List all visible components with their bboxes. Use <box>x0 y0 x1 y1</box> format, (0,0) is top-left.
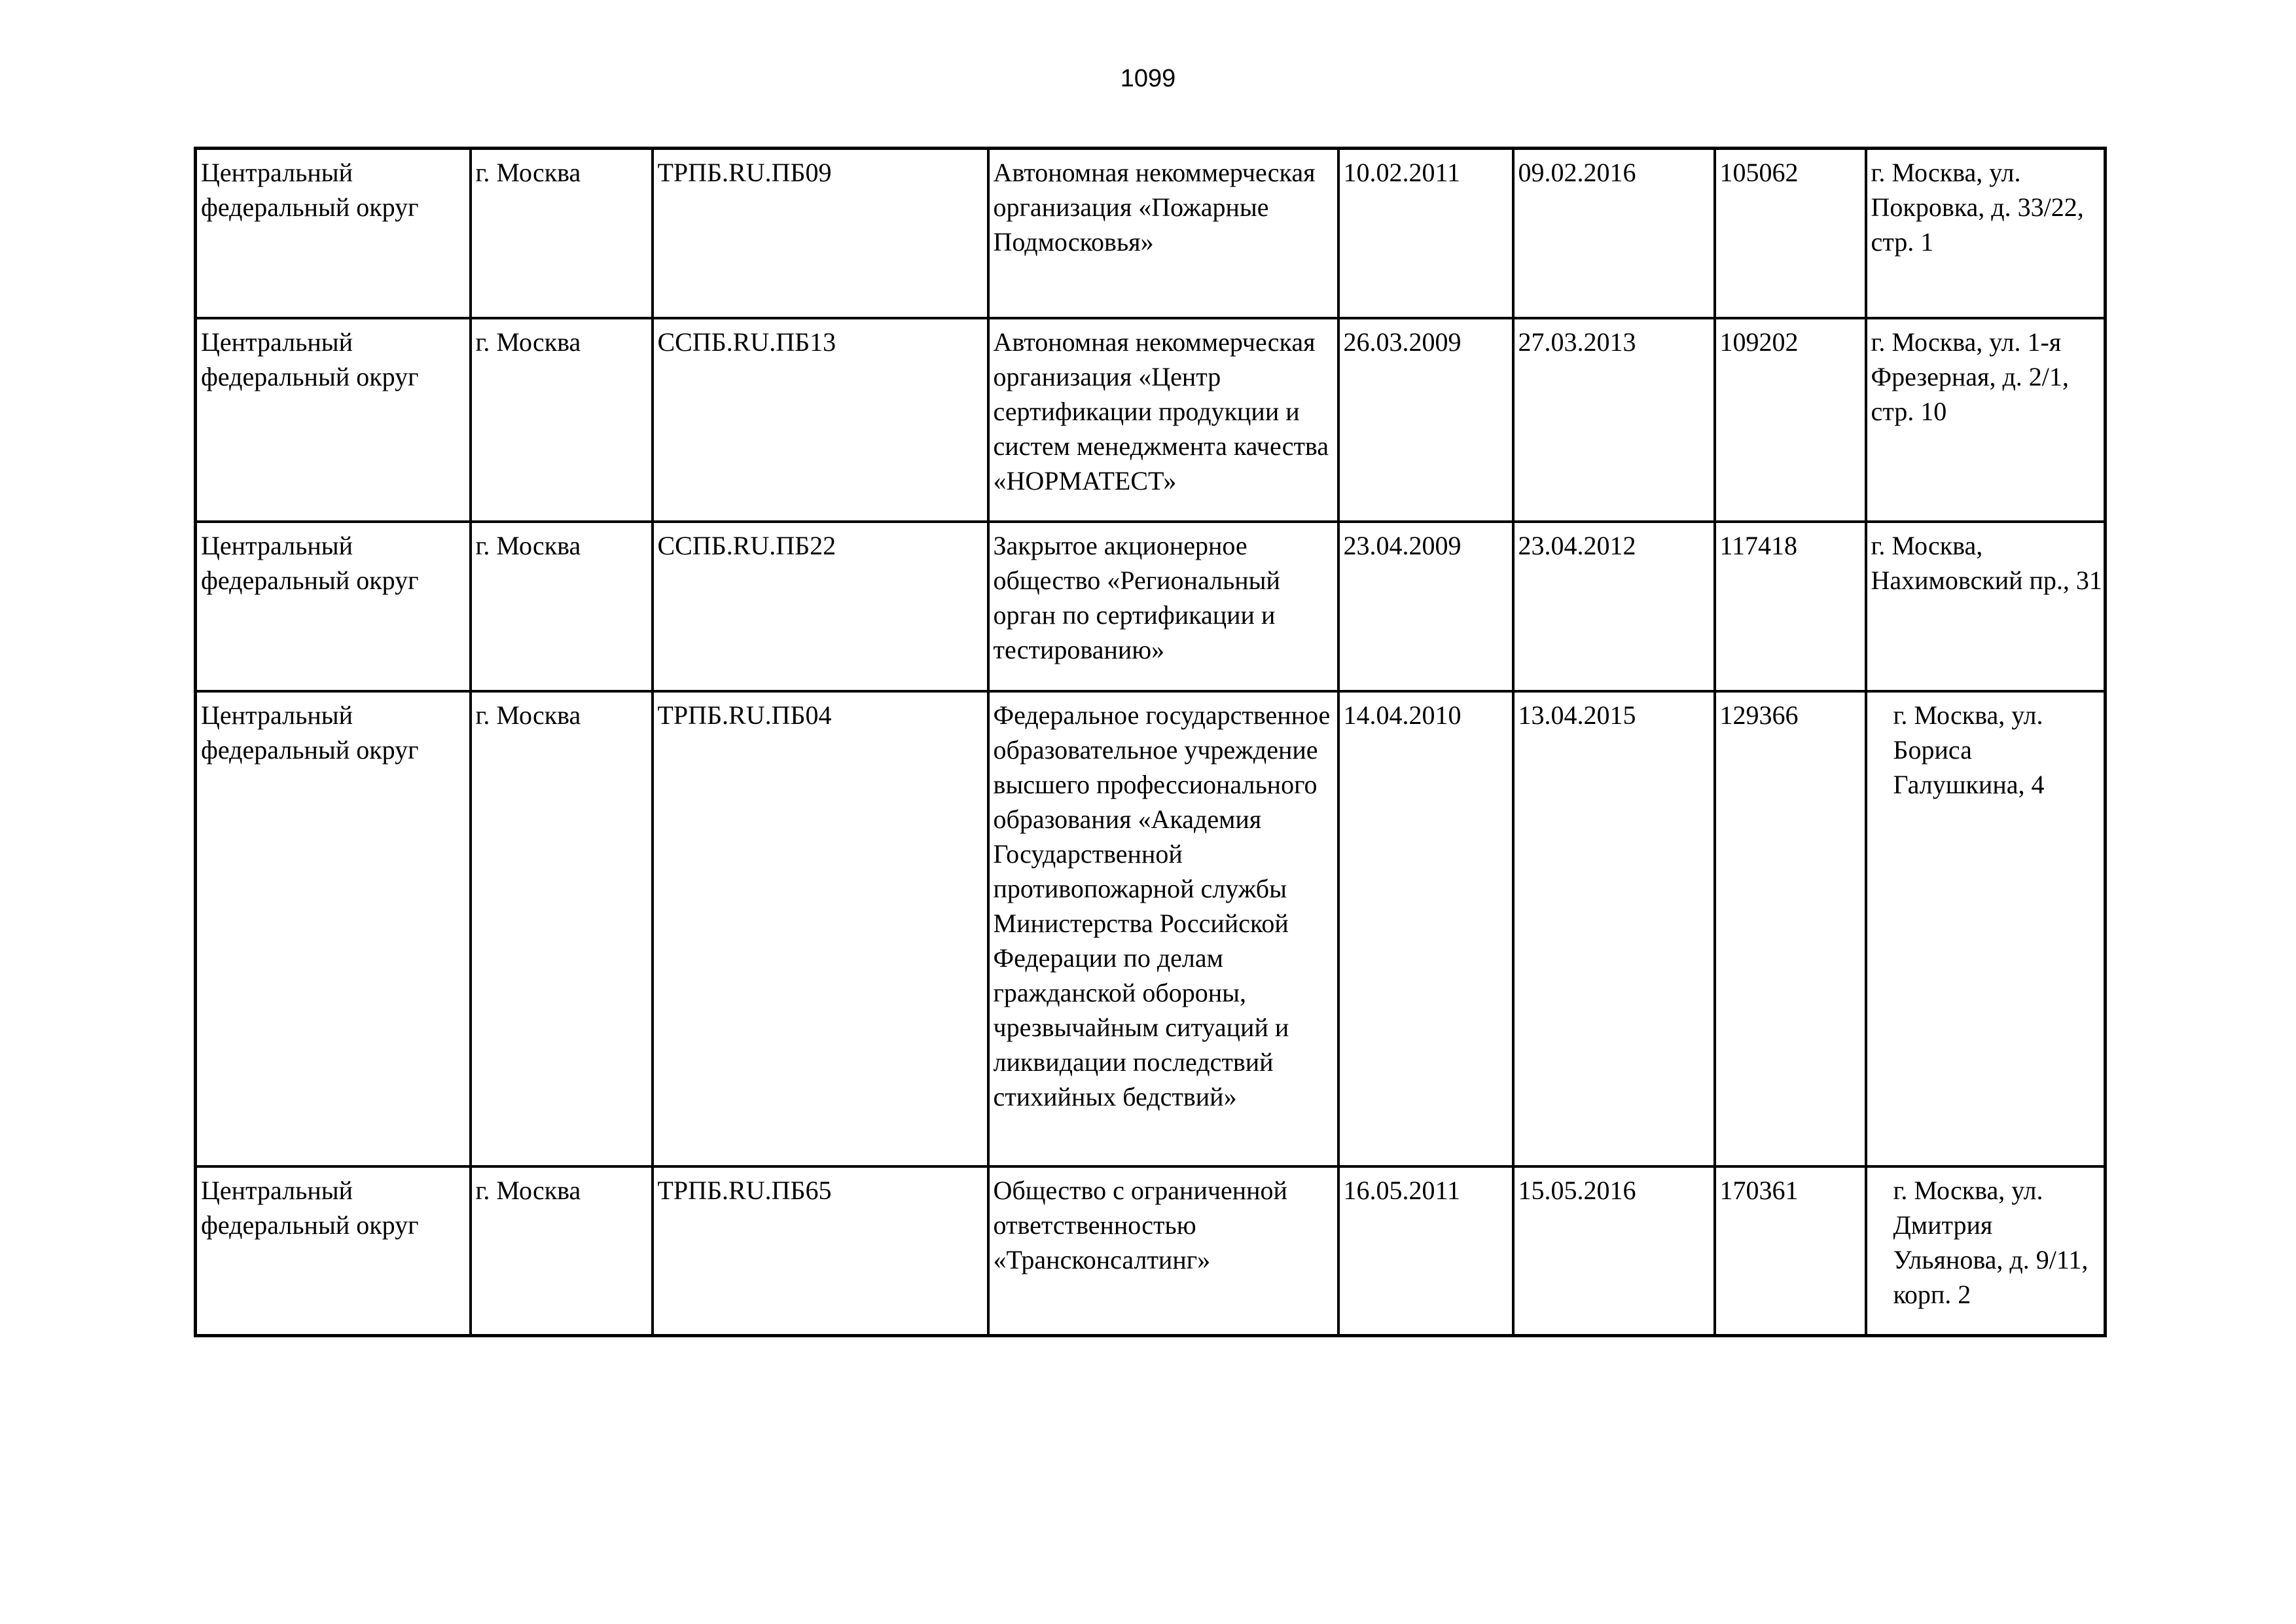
city-cell: г. Москва <box>471 149 653 318</box>
date-valid-cell: 27.03.2013 <box>1513 318 1715 522</box>
address-cell: г. Москва, ул. 1-я Фрезерная, д. 2/1, стр. 10 <box>1866 318 2106 522</box>
district-cell: Центральный федеральный округ <box>196 1166 471 1336</box>
address-cell: г. Москва, Нахимовский пр., 31 <box>1866 522 2106 691</box>
organization-text: Автономная некоммерческая организация «Пожарные Подмосковья» <box>993 158 1316 257</box>
date-issued-cell: 14.04.2010 <box>1338 691 1513 1166</box>
table-row <box>196 691 2106 1166</box>
postcode-cell: 109202 <box>1715 318 1866 522</box>
table-row <box>196 1166 2106 1336</box>
table-row <box>196 318 2106 522</box>
date-valid-cell: 23.04.2012 <box>1513 522 1715 691</box>
address-cell: г. Москва, ул. Покровка, д. 33/22, стр. 1 <box>1866 149 2106 318</box>
postcode-cell: 117418 <box>1715 522 1866 691</box>
registration-number-cell: ТРПБ.RU.ПБ65 <box>653 1166 988 1336</box>
date-issued-cell: 10.02.2011 <box>1338 149 1513 318</box>
organization-cell <box>988 1166 1338 1336</box>
organization-text: Закрытое акционерное общество «Региональный орган по сертификации и тестированию» <box>993 530 1280 664</box>
date-issued-cell: 23.04.2009 <box>1338 522 1513 691</box>
address-cell: г. Москва, ул. Дмитрия Ульянова, д. 9/11, корп. 2 <box>1866 1166 2106 1336</box>
address-cell: г. Москва, ул. Бориса Галушкина, 4 <box>1866 691 2106 1166</box>
certification-bodies-table <box>194 147 2107 1337</box>
postcode-cell: 170361 <box>1715 1166 1866 1336</box>
organization-text: Общество с ограниченной ответственностью «Трансконсалтинг» <box>993 1175 1287 1274</box>
organization-cell <box>988 691 1338 1166</box>
postcode-cell: 129366 <box>1715 691 1866 1166</box>
district-cell: Центральный федеральный округ <box>196 149 471 318</box>
organization-text: Федеральное государственное образовательное учреждение высшего профессионального образования «Академия Государственной противопожарной службы Министерства Российской Федерации по делам гражданской обороны, чрезвычайным ситуаций и ликвидации последствий стихийных бедствий» <box>993 700 1331 1111</box>
registration-number-cell: ТРПБ.RU.ПБ04 <box>653 691 988 1166</box>
city-cell: г. Москва <box>471 522 653 691</box>
organization-cell <box>988 522 1338 691</box>
registration-number-cell: ССПБ.RU.ПБ22 <box>653 522 988 691</box>
district-cell: Центральный федеральный округ <box>196 318 471 522</box>
table-row <box>196 522 2106 691</box>
date-valid-cell: 13.04.2015 <box>1513 691 1715 1166</box>
registration-number-cell: ССПБ.RU.ПБ13 <box>653 318 988 522</box>
date-issued-cell: 26.03.2009 <box>1338 318 1513 522</box>
date-valid-cell: 09.02.2016 <box>1513 149 1715 318</box>
organization-cell <box>988 149 1338 318</box>
city-cell: г. Москва <box>471 691 653 1166</box>
postcode-cell: 105062 <box>1715 149 1866 318</box>
table-row <box>196 149 2106 318</box>
organization-cell <box>988 318 1338 522</box>
date-valid-cell: 15.05.2016 <box>1513 1166 1715 1336</box>
city-cell: г. Москва <box>471 1166 653 1336</box>
city-cell: г. Москва <box>471 318 653 522</box>
organization-text: Автономная некоммерческая организация «Центр сертификации продукции и систем менеджмента качества «НОРМАТЕСТ» <box>993 327 1329 496</box>
district-cell: Центральный федеральный округ <box>196 691 471 1166</box>
registration-number-cell: ТРПБ.RU.ПБ09 <box>653 149 988 318</box>
date-issued-cell: 16.05.2011 <box>1338 1166 1513 1336</box>
page-number: 1099 <box>1120 65 1176 92</box>
district-cell: Центральный федеральный округ <box>196 522 471 691</box>
